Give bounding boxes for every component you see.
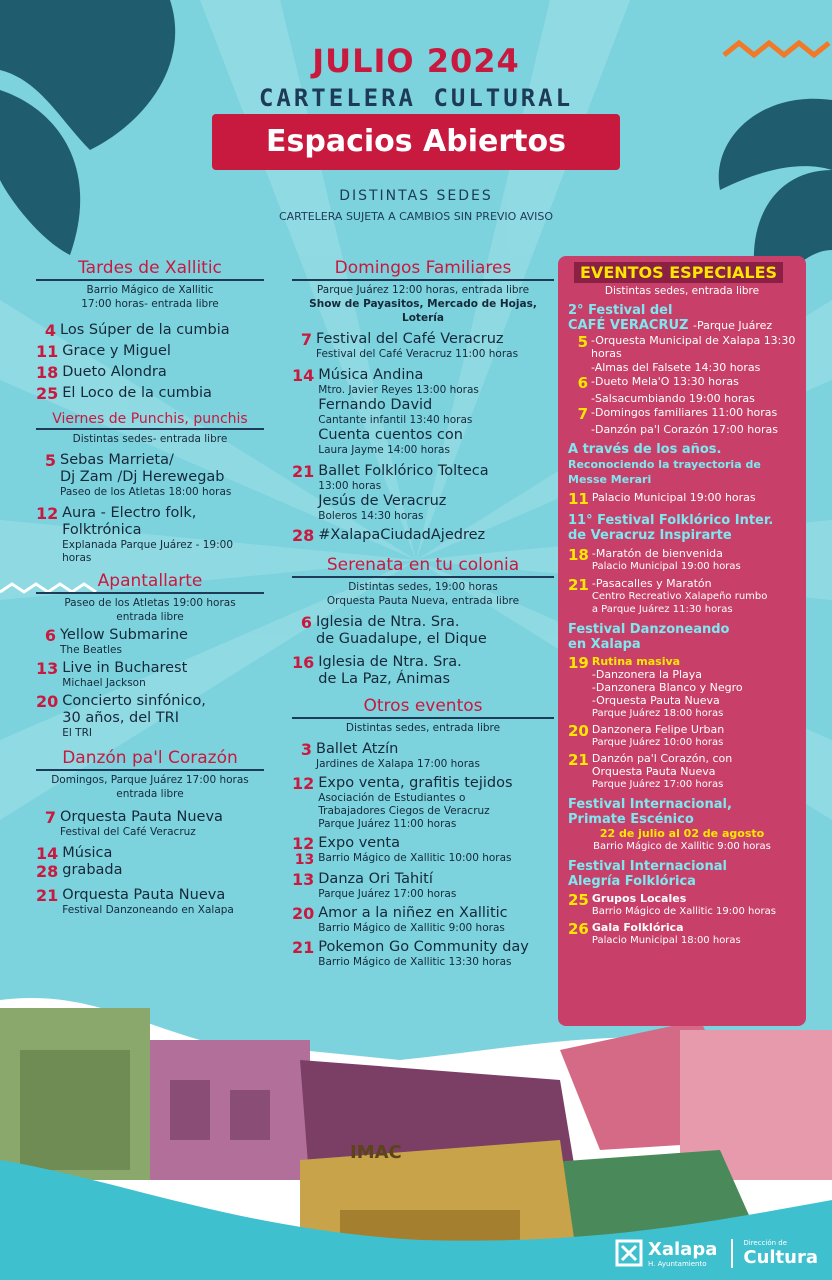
section-title: Tardes de Xallitic [36, 258, 264, 281]
notice: CARTELERA SUJETA A CAMBIOS SIN PREVIO AVISO [278, 210, 554, 223]
section-info: entrada libre [116, 611, 184, 623]
section-info: Show de Payasitos, Mercado de Hojas, Lotería [309, 298, 537, 324]
date-range: 22 de julio al 02 de agosto [599, 827, 765, 840]
event-item: 7 -Domingos familiares 11:00 horas [577, 405, 778, 423]
section-info: 17:00 horas- entrada libre [81, 298, 219, 310]
footer-logos [614, 1238, 818, 1268]
event-item: 25 Grupos Locales Barrio Mágico de Xallitic 19:00 horas [568, 891, 776, 917]
event-item: 12 Expo venta, grafitis tejidos Asociación de Estudiantes o Trabajadores Ciegos de Veracruz Parque Juárez 11:00 horas [292, 774, 513, 830]
column-1 [36, 258, 264, 917]
event-item: -Almas del Falsete 14:30 horas [591, 361, 761, 374]
building-sign: IMAC [350, 1142, 402, 1163]
section-title: Otros eventos [292, 696, 554, 719]
event-place: Barrio Mágico de Xallitic 9:00 horas [593, 841, 771, 852]
section-title: Domingos Familiares [292, 258, 554, 281]
xalapa-logo: Xalapa H. Ayuntamiento [614, 1238, 717, 1268]
section-info: Orquesta Pauta Nueva, entrada libre [326, 595, 520, 607]
month-title: JULIO 2024 [312, 42, 520, 80]
event-item: 18 -Maratón de bienvenida Palacio Municipal 19:00 horas [568, 546, 741, 572]
festival-title: Festival Internacional Alegría Folklórica [568, 859, 727, 889]
section-info: Barrio Mágico de Xallitic [86, 284, 214, 296]
event-item: 25 El Loco de la cumbia [36, 384, 212, 403]
event-item: 6 Yellow Submarine The Beatles [44, 626, 188, 656]
event-item: 19 Rutina masiva -Danzonera la Playa -Danzonera Blanco y Negro -Orquesta Pauta Nueva Parque Juárez 18:00 horas [568, 654, 743, 719]
section-info: Parque Juárez 12:00 horas, entrada libre [316, 284, 530, 296]
event-item: 7 Orquesta Pauta Nueva Festival del Café Veracruz [44, 808, 223, 838]
cultura-logo: Dirección de Cultura [731, 1239, 818, 1268]
event-item: 28 #XalapaCiudadAjedrez [292, 526, 486, 545]
event-item: 6 Iglesia de Ntra. Sra. de Guadalupe, el Dique [300, 613, 487, 647]
special-events-panel [558, 256, 806, 1026]
event-item: 6 -Dueto Mela'O 13:30 horas [577, 374, 739, 392]
festival-title: Festival Danzoneando en Xalapa [568, 622, 730, 652]
event-item: 18 Dueto Alondra [36, 363, 167, 382]
section-title: Apantallarte [36, 571, 264, 594]
event-item: 16 Iglesia de Ntra. Sra. de La Paz, Ánimas [292, 653, 462, 687]
event-item: 7 Festival del Café Veracruz Festival del Café Veracruz 11:00 horas [300, 330, 519, 360]
festival-title: 2° Festival del CAFÉ VERACRUZ -Parque Juárez [568, 303, 773, 333]
special-events-title: EVENTOS ESPECIALES [574, 262, 783, 283]
event-item: -Danzón pa'l Corazón 17:00 horas [591, 423, 778, 436]
banner-text: Espacios Abiertos [266, 124, 566, 159]
event-item: 14 Música Andina Mtro. Javier Reyes 13:00 horas Fernando David Cantante infantil 13:40 horas Cuenta cuentos con Laura Jayme 14:00 horas [292, 366, 479, 456]
event-item: 20 Amor a la niñez en Xallitic Barrio Mágico de Xallitic 9:00 horas [292, 904, 508, 934]
event-item: 21 Orquesta Pauta Nueva Festival Danzoneando en Xalapa [36, 886, 234, 916]
festival-title: 11° Festival Folklórico Inter. de Veracruz Inspirarte [568, 513, 774, 543]
section-title: Danzón pa'l Corazón [36, 748, 264, 771]
section-info: Domingos, Parque Juárez 17:00 horas [51, 774, 249, 786]
event-item: 21 Ballet Folklórico Tolteca 13:00 horas Jesús de Veracruz Boleros 14:30 horas [292, 462, 489, 522]
event-item: 12 Aura - Electro folk, Folktrónica Explanada Parque Juárez - 19:00 horas [36, 504, 233, 564]
event-item: 12 13 Expo venta Barrio Mágico de Xallitic 10:00 horas [292, 834, 512, 868]
section-info: Distintas sedes, entrada libre [604, 285, 760, 297]
column-2 [292, 258, 554, 969]
festival-title: Festival Internacional, Primate Escénico [568, 797, 732, 827]
event-item: 13 Danza Ori Tahití Parque Juárez 17:00 horas [292, 870, 457, 900]
event-item: 4 Los Súper de la cumbia [44, 321, 230, 340]
event-item: -Salsacumbiando 19:00 horas [591, 392, 755, 405]
festival-title: A través de los años. Reconociendo la trayectoria de Messe Merari [568, 442, 761, 486]
event-item: 13 Live in Bucharest Michael Jackson [36, 659, 188, 689]
event-item: 21 Pokemon Go Community day Barrio Mágico de Xallitic 13:30 horas [292, 938, 529, 968]
section-title: Serenata en tu colonia [292, 555, 554, 578]
event-item: 11 Palacio Municipal 19:00 horas [568, 490, 756, 508]
event-item: 21 -Pasacalles y Maratón Centro Recreativo Xalapeño rumbo a Parque Juárez 11:30 horas [568, 576, 768, 615]
event-item: 3 Ballet Atzín Jardines de Xalapa 17:00 horas [300, 740, 480, 770]
section-info: Distintas sedes- entrada libre [72, 433, 228, 445]
section-info: Paseo de los Atletas 19:00 horas [64, 597, 236, 609]
section-info: entrada libre [116, 788, 184, 800]
section-title: Viernes de Punchis, punchis [36, 411, 264, 430]
event-item: 5 -Orquesta Municipal de Xalapa 13:30 horas [577, 333, 796, 360]
event-item: 11 Grace y Miguel [36, 342, 171, 361]
page-title: CARTELERA CULTURAL [258, 84, 574, 112]
xalapa-emblem-icon [614, 1238, 644, 1268]
subtitle: DISTINTAS SEDES [339, 188, 493, 204]
event-item: 20 Danzonera Felipe Urban Parque Juárez 10:00 horas [568, 722, 725, 748]
event-item: 5 Sebas Marrieta/ Dj Zam /Dj Herewegab Paseo de los Atletas 18:00 horas [44, 451, 232, 498]
section-info: Distintas sedes, entrada libre [345, 722, 501, 734]
event-item: 26 Gala Folklórica Palacio Municipal 18:00 horas [568, 920, 741, 946]
event-item: 20 Concierto sinfónico, 30 años, del TRI El TRI [36, 692, 206, 739]
event-item: 21 Danzón pa'l Corazón, con Orquesta Pauta Nueva Parque Juárez 17:00 horas [568, 751, 733, 790]
section-info: Distintas sedes, 19:00 horas [348, 581, 498, 593]
event-item: 14 28 Música grabada [36, 844, 123, 881]
